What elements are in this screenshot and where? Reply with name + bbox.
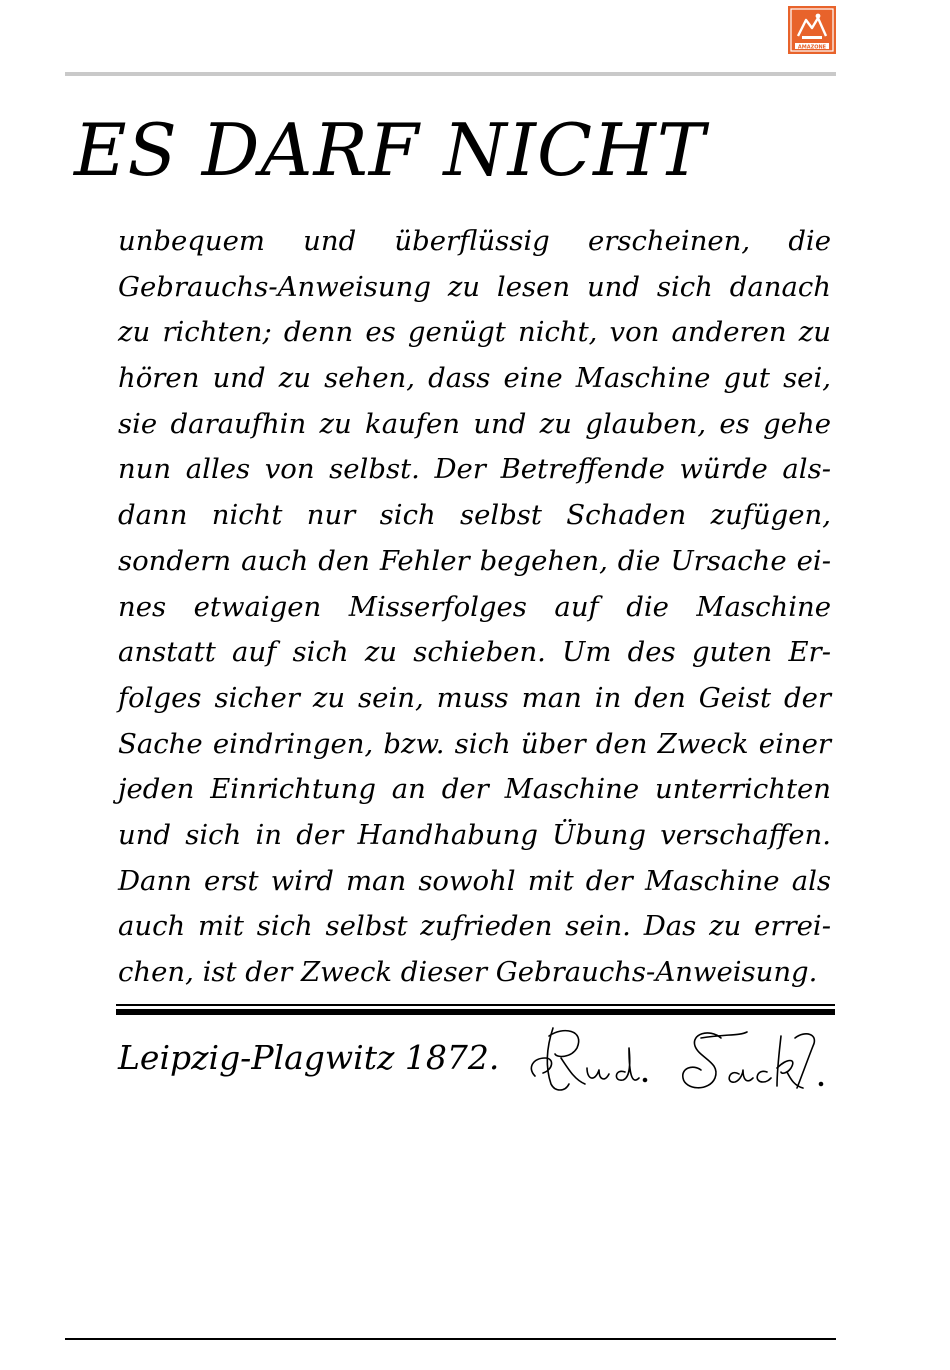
body-paragraph — [118, 219, 831, 996]
place-date: Leipzig-Plagwitz 1872. — [118, 1038, 500, 1077]
body-line: auch mit sich selbst zufrieden sein. Das zu errei- — [118, 910, 831, 943]
body-line: dann nicht nur sich selbst Schaden zufügen, — [118, 499, 831, 532]
body-line: nun alles von selbst. Der Betreffende würde als- — [118, 453, 831, 486]
body-line: anstatt auf sich zu schieben. Um des guten Er- — [118, 636, 831, 669]
body-line: sie daraufhin zu kaufen und zu glauben, es gehe — [118, 407, 831, 440]
body-line: chen, ist der Zweck dieser Gebrauchs-Anweisung. — [118, 956, 818, 988]
amazone-logo-icon — [788, 6, 836, 54]
body-line: sondern auch den Fehler begehen, die Ursache ei- — [118, 544, 831, 577]
body-line: zu richten; denn es genügt nicht, von anderen zu — [118, 316, 831, 349]
double-divider — [116, 1004, 835, 1015]
body-line: Sache eindringen, bzw. sich über den Zweck einer — [118, 727, 831, 760]
body-line: jeden Einrichtung an der Maschine unterrichten — [118, 773, 831, 806]
logo-text: AMAZONE — [797, 44, 827, 51]
body-line: hören und zu sehen, dass eine Maschine gut sei, — [118, 362, 831, 395]
page-title: ES DARF NICHT — [74, 108, 706, 192]
body-line: und sich in der Handhabung Übung verschaffen. — [118, 818, 831, 851]
body-line: unbequem und überflüssig erscheinen, die — [118, 225, 831, 257]
body-line: Dann erst wird man sowohl mit der Maschine als — [118, 864, 831, 897]
body-line: nes etwaigen Misserfolges auf die Maschine — [118, 590, 831, 623]
body-line: folges sicher zu sein, muss man in den Geist der — [118, 681, 831, 714]
handwritten-signature — [525, 1018, 835, 1100]
top-divider — [65, 72, 836, 76]
bottom-divider — [65, 1338, 836, 1340]
body-line: Gebrauchs-Anweisung zu lesen und sich danach — [118, 270, 831, 303]
